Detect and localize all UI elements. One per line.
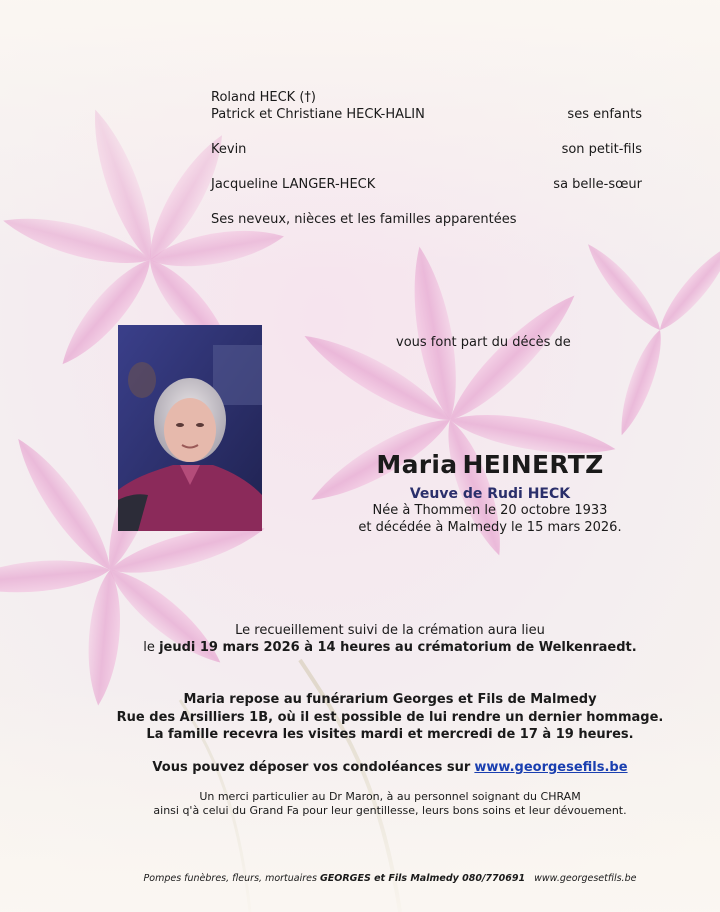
family-name-patrick-christiane: Patrick et Christiane HECK-HALIN [211,107,425,122]
ceremony-prefix: le [143,640,155,655]
ceremony-line2 [60,640,720,656]
relation-grandson: son petit-fils [561,142,642,157]
family-name-kevin: Kevin [211,142,247,157]
deceased-last-name: HEINERTZ [462,450,604,479]
visitation-line3: La famille recevra les visites mardi et mercredi de 17 à 19 heures. [146,727,634,742]
footer-prefix: Pompes funèbres, fleurs, mortuaires [143,873,317,884]
deceased-photo [118,325,262,531]
condolences-text: Vous pouvez déposer vos condoléances sur [152,760,471,775]
footer-company: GEORGES et Fils Malmedy 080/770691 [319,873,526,884]
thanks-line2: ainsi q'à celui du Grand Fa pour leur gentillesse, leurs bons soins et leur dévouement. [153,804,627,817]
visitation-line2: Rue des Arsilliers 1B, où il est possible de lui rendre un dernier hommage. [116,710,664,725]
ceremony-date-place: jeudi 19 mars 2026 à 14 heures au crématorium de Welkenraedt. [159,640,637,655]
widow-of-text: Veuve de Rudi HECK [409,486,571,502]
condolences-link[interactable]: www.georgesefils.be [474,760,628,775]
family-name-roland: Roland HECK (†) [211,90,316,105]
relation-sister-in-law: sa belle-sœur [553,177,642,192]
deceased-name [330,450,650,479]
birth-info: Née à Thommen le 20 octobre 1933 [372,503,608,518]
footer-site: www.georgesetfils.be [534,873,637,884]
thanks-line1: Un merci particulier au Dr Maron, à au personnel soignant du CHRAM [199,790,581,803]
family-extended: Ses neveux, nièces et les familles apparentées [211,212,517,227]
relation-children: ses enfants [567,107,642,122]
deceased-first-name: Maria [376,450,458,479]
visitation-line1: Maria repose au funérarium Georges et Fils de Malmedy [183,692,597,707]
footer [60,873,720,884]
widow-of [330,483,650,502]
family-name-jacqueline: Jacqueline LANGER-HECK [211,177,376,192]
condolences [40,760,720,776]
announcement-text: vous font part du décès de [396,335,571,350]
ceremony-line1: Le recueillement suivi de la crémation aura lieu [235,623,545,638]
death-info: et décédée à Malmedy le 15 mars 2026. [358,520,622,535]
